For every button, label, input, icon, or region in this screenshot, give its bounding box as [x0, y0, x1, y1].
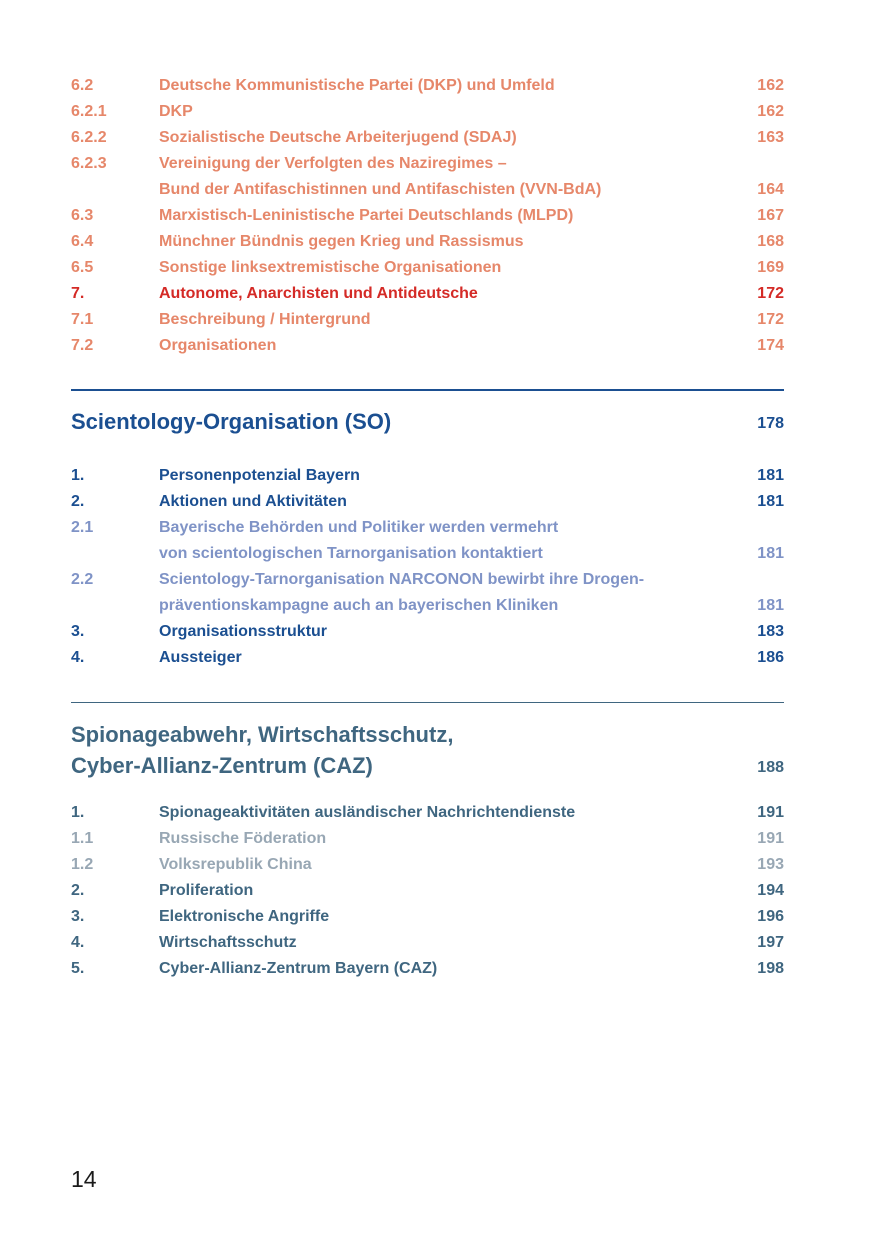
- toc-entry-page: 181: [757, 467, 784, 484]
- toc-entry-page: 198: [757, 960, 784, 977]
- toc-entry-number: 2.1: [71, 519, 94, 536]
- toc-entry[interactable]: [71, 515, 784, 567]
- section-divider: [71, 389, 784, 391]
- toc-entry-number: 2.: [71, 882, 85, 899]
- toc-entry[interactable]: [71, 489, 784, 515]
- toc-entry-page: 196: [757, 908, 784, 925]
- toc-entry-page: 172: [757, 285, 784, 302]
- toc-entry-title: DKP: [159, 103, 193, 120]
- toc-entry-title: Wirtschaftsschutz: [159, 934, 297, 951]
- section-heading-title: Scientology-Organisation (SO): [71, 409, 392, 434]
- toc-entry-number: 6.2.1: [71, 103, 107, 120]
- toc-entry-title: Spionageaktivitäten ausländischer Nachrichtendienste: [159, 804, 576, 821]
- toc-entry-title: Cyber-Allianz-Zentrum Bayern (CAZ): [159, 960, 438, 977]
- toc-entry-page: 162: [757, 77, 784, 94]
- toc-entry[interactable]: [71, 800, 784, 826]
- toc-entry-title: Beschreibung / Hintergrund: [159, 311, 371, 328]
- toc-entry-number: 1.: [71, 467, 85, 484]
- toc-entry-number: 1.: [71, 804, 85, 821]
- toc-entry-page: 181: [757, 545, 784, 562]
- toc-entry-number: 7.1: [71, 311, 94, 328]
- toc-entry[interactable]: [71, 826, 784, 852]
- toc-entry-title: Aussteiger: [159, 649, 242, 666]
- toc-entry[interactable]: [71, 956, 784, 982]
- toc-section-counterintelligence: [71, 800, 784, 982]
- toc-entry[interactable]: [71, 229, 784, 255]
- toc-entry-page: 193: [757, 856, 784, 873]
- section-divider: [71, 702, 784, 703]
- toc-entry-title: Organisationsstruktur: [159, 623, 328, 640]
- toc-entry-title: Aktionen und Aktivitäten: [159, 493, 347, 510]
- toc-entry-number: 6.2: [71, 77, 94, 94]
- toc-entry[interactable]: [71, 463, 784, 489]
- toc-entry-title: Marxistisch-Leninistische Partei Deutschlands (MLPD): [159, 207, 574, 224]
- toc-section-left-extremism: [71, 73, 784, 359]
- toc-entry-number: 6.3: [71, 207, 94, 224]
- toc-entry[interactable]: [71, 878, 784, 904]
- toc-entry[interactable]: [71, 125, 784, 151]
- toc-entry[interactable]: [71, 333, 784, 359]
- toc-entry-page: 163: [757, 129, 784, 146]
- toc-entry-number: 2.2: [71, 571, 94, 588]
- toc-entry-title: Münchner Bündnis gegen Krieg und Rassismus: [159, 233, 524, 250]
- section-heading-page: 188: [757, 759, 784, 776]
- toc-entry-number: 7.2: [71, 337, 94, 354]
- toc-entry-page: 181: [757, 597, 784, 614]
- toc-entry-page: 197: [757, 934, 784, 951]
- toc-entry-page: 162: [757, 103, 784, 120]
- toc-entry-number: 2.: [71, 493, 85, 510]
- toc-entry-page: 191: [757, 804, 784, 821]
- toc-entry-page: 169: [757, 259, 784, 276]
- toc-entry-title-line2: Bund der Antifaschistinnen und Antifaschisten (VVN-BdA): [159, 181, 602, 198]
- toc-entry[interactable]: [71, 281, 784, 307]
- toc-entry-title: Russische Föderation: [159, 830, 327, 847]
- toc-entry-title-line1: Scientology-Tarnorganisation NARCONON bewirbt ihre Drogen-: [159, 571, 645, 588]
- toc-entry-number: 1.2: [71, 856, 94, 873]
- toc-entry-number: 6.5: [71, 259, 94, 276]
- toc-entry-number: 3.: [71, 623, 85, 640]
- toc-entry-number: 6.2.3: [71, 155, 107, 172]
- toc-entry-title: Sonstige linksextremistische Organisationen: [159, 259, 502, 276]
- toc-entry-title: Sozialistische Deutsche Arbeiterjugend (SDAJ): [159, 129, 517, 146]
- toc-entry-number: 4.: [71, 649, 85, 666]
- toc-entry-page: 181: [757, 493, 784, 510]
- toc-entry-page: 168: [757, 233, 784, 250]
- toc-entry-title: Volksrepublik China: [159, 856, 312, 873]
- toc-entry-page: 183: [757, 623, 784, 640]
- toc-entry-number: 5.: [71, 960, 85, 977]
- toc-entry[interactable]: [71, 645, 784, 671]
- section-heading-title-line1: Spionageabwehr, Wirtschaftsschutz,: [71, 722, 454, 747]
- section-heading-scientology[interactable]: [71, 406, 784, 437]
- toc-entry-number: 6.2.2: [71, 129, 107, 146]
- toc-entry-number: 3.: [71, 908, 85, 925]
- toc-entry[interactable]: [71, 73, 784, 99]
- toc-entry[interactable]: [71, 99, 784, 125]
- toc-entry-page: 164: [757, 181, 784, 198]
- toc-entry[interactable]: [71, 203, 784, 229]
- section-heading-counterintelligence[interactable]: [71, 719, 784, 781]
- toc-entry-page: 186: [757, 649, 784, 666]
- toc-entry-title: Autonome, Anarchisten und Antideutsche: [159, 285, 478, 302]
- toc-entry[interactable]: [71, 930, 784, 956]
- toc-entry[interactable]: [71, 904, 784, 930]
- toc-entry-number: 1.1: [71, 830, 94, 847]
- toc-entry[interactable]: [71, 619, 784, 645]
- toc-entry-title: Deutsche Kommunistische Partei (DKP) und Umfeld: [159, 77, 555, 94]
- toc-entry-page: 172: [757, 311, 784, 328]
- toc-entry-page: 167: [757, 207, 784, 224]
- toc-entry-title: Proliferation: [159, 882, 254, 899]
- toc-entry-title-line1: Bayerische Behörden und Politiker werden vermehrt: [159, 519, 559, 536]
- toc-entry[interactable]: [71, 852, 784, 878]
- toc-entry-page: 194: [757, 882, 784, 899]
- section-heading-title-line2: Cyber-Allianz-Zentrum (CAZ): [71, 753, 373, 778]
- toc-entry-number: 6.4: [71, 233, 94, 250]
- toc-entry-title-line1: Vereinigung der Verfolgten des Naziregimes –: [159, 155, 507, 172]
- toc-entry-title: Personenpotenzial Bayern: [159, 467, 360, 484]
- section-heading-page: 178: [757, 415, 784, 432]
- toc-entry-title-line2: präventionskampagne auch an bayerischen Kliniken: [159, 597, 559, 614]
- page-number: 14: [71, 1166, 97, 1192]
- toc-entry[interactable]: [71, 307, 784, 333]
- toc-entry[interactable]: [71, 151, 784, 203]
- toc-entry[interactable]: [71, 255, 784, 281]
- toc-entry-number: 4.: [71, 934, 85, 951]
- toc-entry-title-line2: von scientologischen Tarnorganisation kontaktiert: [159, 545, 543, 562]
- toc-entry-title: Organisationen: [159, 337, 277, 354]
- toc-section-scientology: [71, 463, 784, 671]
- toc-entry-page: 191: [757, 830, 784, 847]
- toc-entry-title: Elektronische Angriffe: [159, 908, 330, 925]
- toc-entry-number: 7.: [71, 285, 85, 302]
- toc-entry-page: 174: [757, 337, 784, 354]
- toc-entry[interactable]: [71, 567, 784, 619]
